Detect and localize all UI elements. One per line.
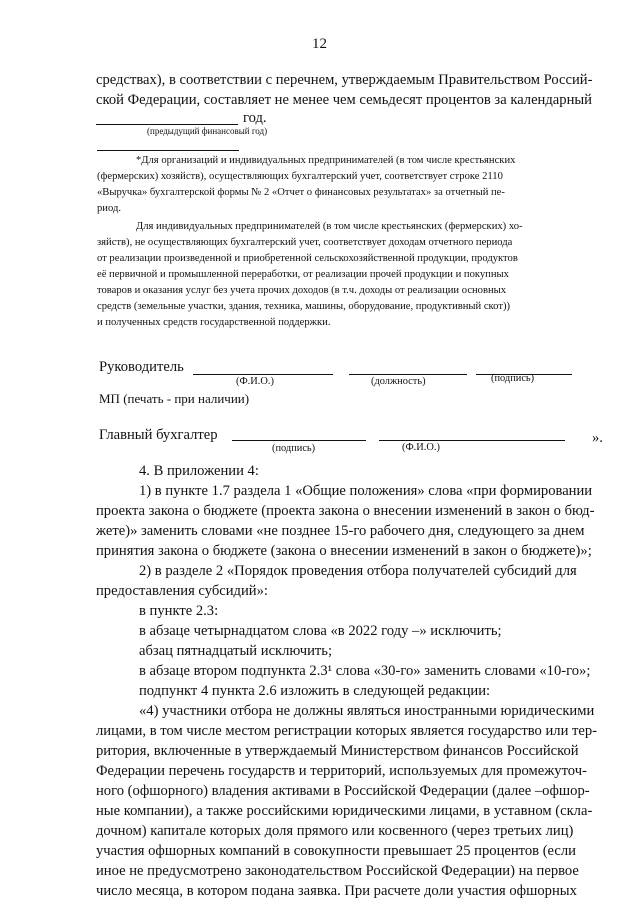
body-line: 4. В приложении 4:: [139, 463, 259, 479]
body-line: подпункт 4 пункта 2.6 изложить в следующей редакции:: [139, 683, 491, 699]
body-line: Федерации перечень государств и территорий, используемых для промежуточ-: [96, 763, 587, 779]
accountant-fio-line: [379, 440, 565, 441]
body-line: принятия закона о бюджете (закона о внесении изменений в закон о бюджете)»;: [96, 543, 592, 559]
head-position-line: [349, 374, 467, 375]
body-line: проекта закона о бюджете (проекта закона о внесении изменений в закон о бюд-: [96, 503, 595, 519]
footnote-line: зяйств), не осуществляющих бухгалтерский учет, соответствует доходам отчетного периода: [97, 237, 513, 248]
year-blank-line: [96, 124, 238, 125]
closing-quote: ».: [592, 430, 603, 446]
head-label: Руководитель: [99, 359, 184, 375]
year-suffix: год.: [243, 110, 267, 126]
accountant-fio-caption: (Ф.И.О.): [402, 442, 440, 453]
page-number: 12: [312, 36, 327, 52]
footnote-line: товаров и оказания услуг без учета прочих доходов (в т.ч. доходы от реализации основных: [97, 285, 507, 296]
body-line: жете)» заменить словами «не позднее 15-го рабочего дня, следующего за днем: [96, 523, 585, 539]
head-fio-caption: (Ф.И.О.): [236, 376, 274, 387]
body-line: 2) в разделе 2 «Порядок проведения отбора получателей субсидий для: [139, 563, 577, 579]
footnote-line: (фермерских) хозяйств), осуществляющих бухгалтерский учет, соответствует строке 2110: [97, 171, 503, 182]
head-fio-line: [193, 374, 333, 375]
body-line: иное не предусмотрено законодательством Российской Федерации) на первое: [96, 863, 579, 879]
footnote-line: Для индивидуальных предпринимателей (в том числе крестьянских (фермерских) хо-: [136, 221, 523, 232]
body-line: «4) участники отбора не должны являться иностранными юридическими: [139, 703, 595, 719]
head-signature-caption: (подпись): [491, 373, 535, 384]
footnote-line: *Для организаций и индивидуальных предпринимателей (в том числе крестьянских: [136, 155, 516, 166]
head-position-caption: (должность): [371, 376, 426, 387]
footnote-line: риод.: [97, 203, 121, 214]
accountant-signature-caption: (подпись): [272, 443, 316, 454]
year-caption: (предыдущий финансовый год): [147, 126, 268, 136]
body-line: в пункте 2.3:: [139, 603, 219, 619]
intro-line-2: ской Федерации, составляет не менее чем семьдесят процентов за календарный: [96, 92, 592, 108]
intro-line-1: средствах), в соответствии с перечнем, утверждаемым Правительством Россий-: [96, 72, 593, 88]
body-line: абзац пятнадцатый исключить;: [139, 643, 333, 659]
footnote-line: её первичной и промышленной переработки, от реализации прочей продукции и покупных: [97, 269, 509, 280]
body-line: в абзаце втором подпункта 2.3¹ слова «30-го» заменить словами «10-го»;: [139, 663, 591, 679]
body-line: участия офшорных компаний в совокупности превышает 25 процентов (если: [96, 843, 576, 859]
accountant-signature-line: [232, 440, 366, 441]
body-line: число месяца, в котором подана заявка. При расчете доли участия офшорных: [96, 883, 577, 899]
body-line: предоставления субсидий»:: [96, 583, 268, 599]
footnote-separator: [97, 150, 239, 151]
accountant-label: Главный бухгалтер: [99, 427, 218, 443]
stamp-note: МП (печать - при наличии): [99, 391, 250, 406]
body-line: 1) в пункте 1.7 раздела 1 «Общие положения» слова «при формировании: [139, 483, 593, 499]
body-line: в абзаце четырнадцатом слова «в 2022 году –» исключить;: [139, 623, 502, 639]
body-line: лицами, в том числе местом регистрации которых является государство или тер-: [96, 723, 598, 739]
body-line: дочном) капитале которых доля прямого или косвенного (через третьих лиц): [96, 823, 574, 839]
footnote-line: и полученных средств государственной поддержки.: [97, 317, 331, 328]
footnote-line: «Выручка» бухгалтерской формы № 2 «Отчет о финансовых результатах» за отчетный пе-: [97, 187, 505, 198]
footnote-line: средств (земельные участки, здания, техника, машины, оборудование, продуктивный скот)): [97, 301, 510, 312]
footnote-line: от реализации произведенной и приобретенной сельскохозяйственной продукции, продуктов: [97, 253, 518, 264]
body-line: ного (офшорного) владения активами в Российской Федерации (далее –офшор-: [96, 783, 590, 799]
body-line: ные компании), а также российскими юридическими лицами, в уставном (скла-: [96, 803, 593, 819]
body-line: ритория, включенные в утверждаемый Министерством финансов Российской: [96, 743, 579, 759]
